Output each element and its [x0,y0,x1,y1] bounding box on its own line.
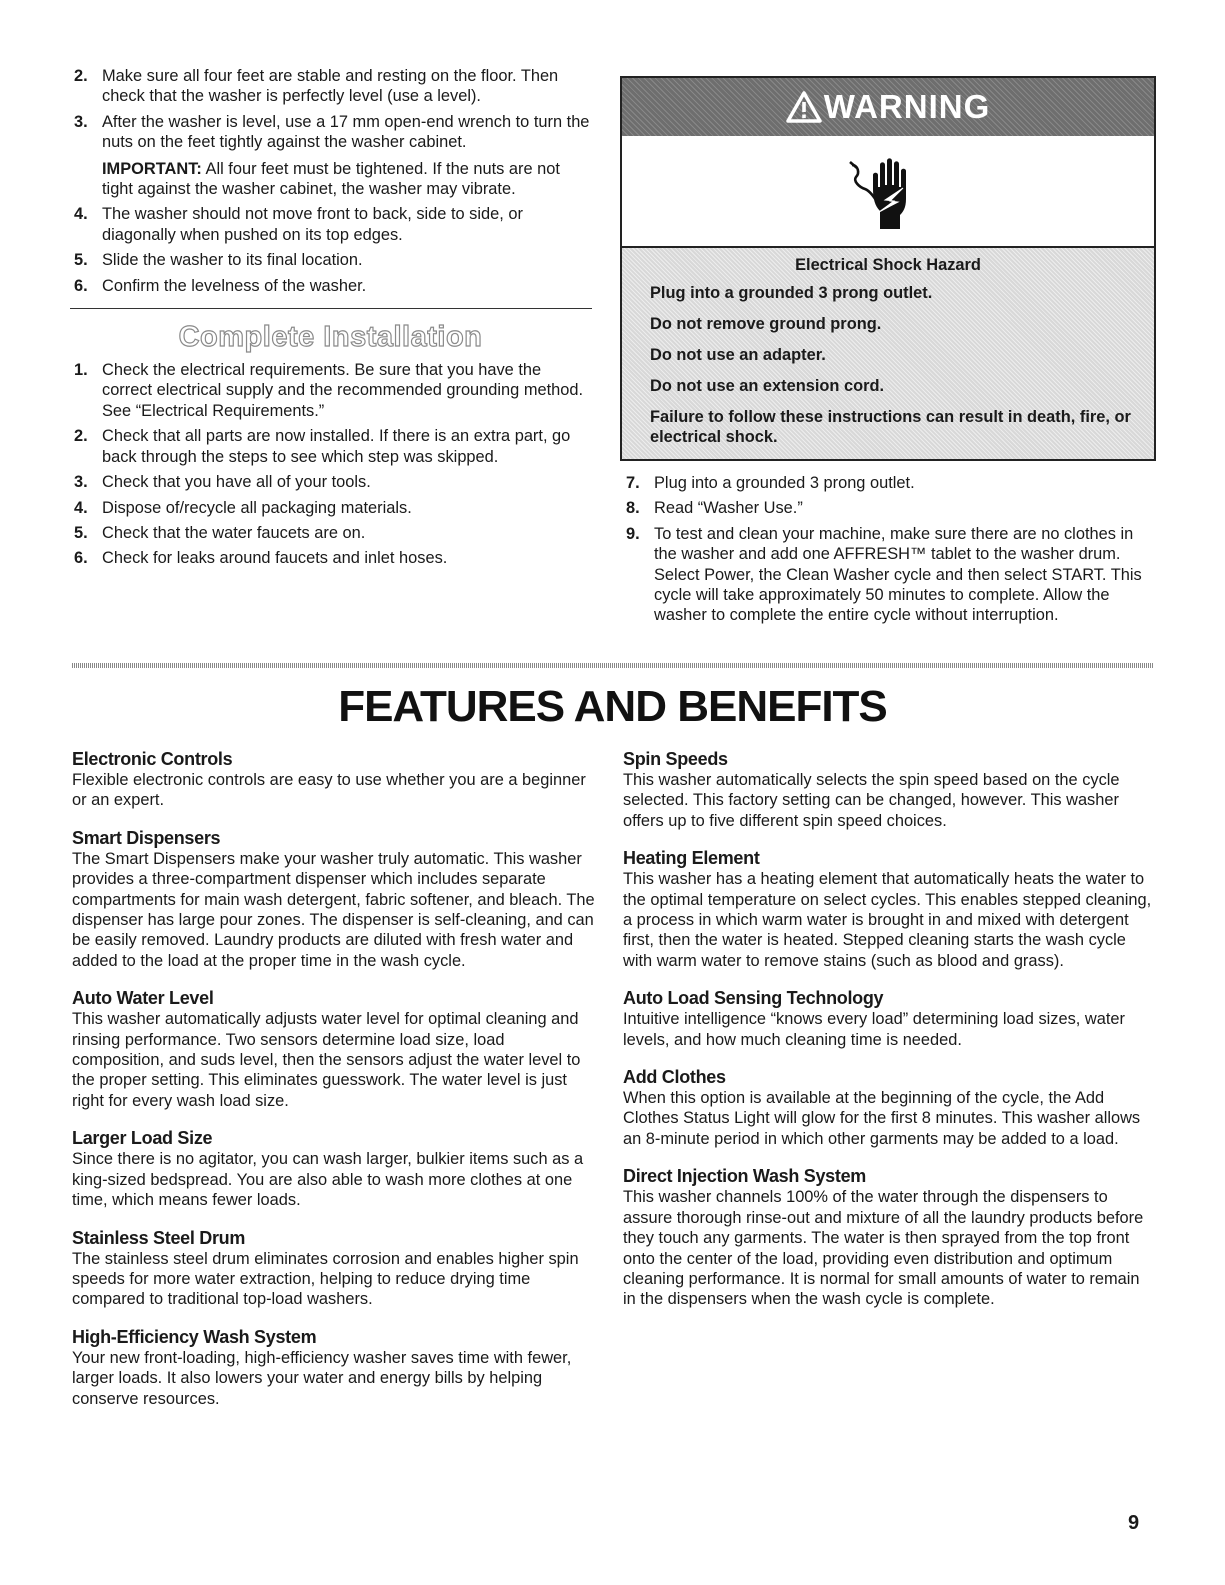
install-step: 5. Check that the water faucets are on. [74,523,366,542]
warning-triangle-icon [786,91,822,123]
feature-text: Since there is no agitator, you can wash larger, bulkier items such as a king-sized bedspread. You are also able to wash more clothes at one time, which means fewer loads. [72,1150,584,1210]
feature-heading: Larger Load Size [72,1128,213,1149]
install-step: 6. Confirm the levelness of the washer. [74,276,367,295]
page-divider [72,663,1153,668]
feature-heading: Spin Speeds [623,749,728,769]
features-right-column [623,748,1153,1326]
warning-line: Failure to follow these instructions can result in death, fire, or electrical shock. [650,408,1131,446]
feature-heading: Auto Water Level [72,988,214,1009]
feature-larger-load-size [72,1127,597,1210]
feature-add-clothes [623,1066,1153,1149]
important-note: IMPORTANT: All four feet must be tightened. If the nuts are not tight against the washer cabinet, the washer may vibrate. [102,159,560,199]
complete-installation-list [68,360,593,569]
hazard-title: Electrical Shock Hazard [795,256,981,274]
feature-high-efficiency-wash [72,1326,597,1409]
install-step: 4. Dispose of/recycle all packaging materials. [74,498,412,517]
feature-text: This washer has a heating element that automatically heats the water to the optimal temperature on select cycles. This enables stepped cleaning, a process in which warm water is brought in and mixed with detergent first, then the water is heated. Stepped cleaning starts the wash cycle with warm water to remove stains (such as blood and grass). [623,870,1152,970]
warning-line: Do not use an extension cord. [650,377,885,395]
feature-heading: Auto Load Sensing Technology [623,988,884,1009]
install-step: 7. Plug into a grounded 3 prong outlet. [626,474,915,492]
feature-heading: Add Clothes [623,1067,726,1088]
warning-box [620,76,1156,461]
feature-text: This washer channels 100% of the water through the dispensers to assure thorough rinse-out and mixture of all the laundry products before they touch any garments. The water is then sprayed from the top front onto the center of the load, providing even distribution and optimum cleaning performance. It is normal for small amounts of water to remain in the dispensers when the wash cycle is complete. [623,1188,1144,1309]
feature-text: Your new front-loading, high-efficiency washer saves time with fewer, larger loads. It also lowers your water and energy bills by helping conserve resources. [72,1348,572,1408]
feature-heading: High-Efficiency Wash System [72,1326,317,1347]
features-title: FEATURES AND BENEFITS [338,682,887,731]
feature-heading: Electronic Controls [72,749,233,769]
feature-heating-element [623,847,1153,971]
install-step: 2. Check that all parts are now installed. If there is an extra part, go back through the steps to see which step was skipped. [74,427,571,466]
feature-direct-injection [623,1165,1153,1309]
features-left-column [72,748,597,1425]
warning-line: Plug into a grounded 3 prong outlet. [650,284,933,302]
feature-text: Flexible electronic controls are easy to use whether you are a beginner or an expert. [72,771,586,810]
install-step: 4. The washer should not move front to back, side to side, or diagonally when pushed on its top edges. [74,205,523,244]
feature-text: When this option is available at the beginning of the cycle, the Add Clothes Status Light will glow for the first 8 minutes. This washer allows an 8-minute period in which other garments may be added to a load. [623,1089,1141,1148]
install-step: 6. Check for leaks around faucets and inlet hoses. [74,549,448,568]
warning-line: Do not remove ground prong. [650,315,882,333]
feature-stainless-steel-drum [72,1227,597,1310]
page-number: 9 [1128,1512,1140,1534]
feature-heading: Heating Element [623,848,760,869]
warning-column [620,76,1156,631]
warning-header [622,78,1154,136]
feature-heading: Direct Injection Wash System [623,1166,867,1187]
feature-electronic-controls [72,748,597,811]
installation-steps-column [68,66,593,574]
install-step: 1. Check the electrical requirements. Be sure that you have the correct electrical supply and the recommended grounding method. See “Electrical Requirements.” [74,361,584,420]
warning-title: WARNING [823,88,991,125]
feature-heading: Smart Dispensers [72,827,221,848]
warning-icon-area [622,136,1154,248]
install-step: 2. Make sure all four feet are stable and resting on the floor. Then check that the washer is perfectly level (use a level). [74,67,559,106]
feature-smart-dispensers [72,827,597,971]
feature-text: This washer automatically adjusts water level for optimal cleaning and rinsing performance. Two sensors determine load size, load composition, and suds level, then the sensors adjust the water level to the proper setting. This eliminates guesswork. The water level is just right for every wash load size. [72,1010,581,1110]
install-steps-list-continued [620,473,1156,626]
install-step: 9. To test and clean your machine, make sure there are no clothes in the washer and add one AFFRESH™ tablet to the washer drum. Select Power, the Clean Washer cycle and then select START. This cycle will take approximately 50 minutes to complete. Allow the washer to complete the entire cycle without interruption. [626,524,1142,625]
section-divider [70,308,592,309]
feature-heading: Stainless Steel Drum [72,1227,246,1248]
install-step: 3. Check that you have all of your tools. [74,473,371,492]
install-steps-list [68,66,593,296]
install-step: 3. After the washer is level, use a 17 mm open-end wrench to turn the nuts on the feet tightly against the washer cabinet. IMPORTANT: All four feet must be tightened. If the nuts are not tight against the washer cabinet, the washer may vibrate. [68,112,593,200]
warning-body [622,248,1154,459]
feature-text: Intuitive intelligence “knows every load” determining load sizes, water levels, and how much cleaning time is needed. [623,1010,1125,1049]
electric-shock-hand-icon [848,151,928,231]
feature-spin-speeds [623,748,1153,831]
warning-line: Do not use an adapter. [650,346,826,364]
feature-text: The Smart Dispensers make your washer truly automatic. This washer provides a three-compartment dispenser which includes separate compartments for main wash detergent, fabric softener, and bleach. The dispenser has large pour zones. The dispenser is self-cleaning, and can be easily removed. Laundry products are diluted with fresh water and added to the load at the proper time in the wash cycle. [72,849,595,970]
feature-auto-water-level [72,987,597,1111]
install-step: 8. Read “Washer Use.” [626,499,803,518]
feature-text: The stainless steel drum eliminates corrosion and enables higher spin speeds for more water extraction, helping to reduce drying time compared to traditional top-load washers. [72,1249,579,1309]
feature-auto-load-sensing [623,987,1153,1050]
complete-installation-heading: Complete Installation [178,321,483,354]
feature-text: This washer automatically selects the spin speed based on the cycle selected. This factory setting can be changed, however. This washer offers up to five different spin speed choices. [623,771,1120,830]
install-step: 5. Slide the washer to its final location. [74,251,363,270]
